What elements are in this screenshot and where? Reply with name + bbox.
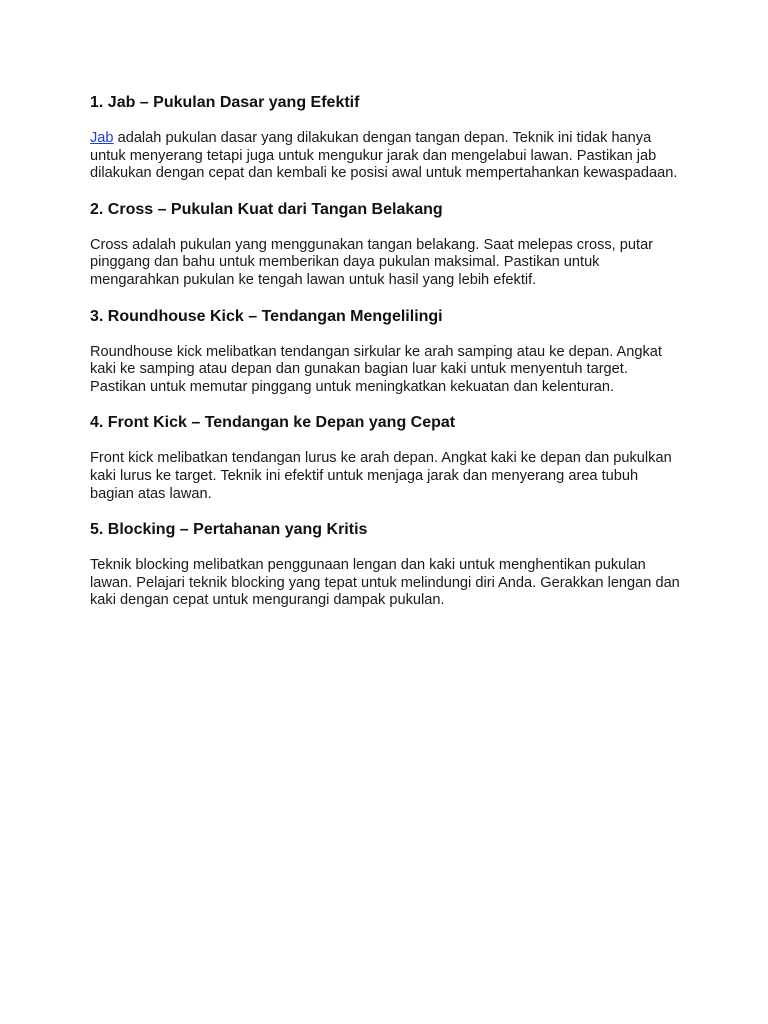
- paragraph-jab: [90, 130, 680, 183]
- paragraph-jab-text: adalah pukulan dasar yang dilakukan dengan tangan depan. Teknik ini tidak hanya untuk menyerang tetapi juga untuk mengukur jarak dan mengelabui lawan. Pastikan jab dilakukan dengan cepat dan kembali ke posisi awal untuk mempertahankan kewaspadaan.: [90, 130, 678, 182]
- heading-front-kick: 4. Front Kick – Tendangan ke Depan yang Cepat: [90, 414, 456, 432]
- paragraph-cross: Cross adalah pukulan yang menggunakan tangan belakang. Saat melepas cross, putar pinggang dan bahu untuk memberikan daya pukulan maksimal. Pastikan untuk mengarahkan pukulan ke tengah lawan untuk hasil yang lebih efektif.: [90, 236, 654, 288]
- document-page: [90, 93, 680, 627]
- section-cross: [90, 200, 680, 290]
- heading-roundhouse-kick: 3. Roundhouse Kick – Tendangan Mengelilingi: [90, 307, 443, 325]
- section-jab: [90, 93, 680, 183]
- heading-blocking: 5. Blocking – Pertahanan yang Kritis: [90, 521, 368, 539]
- paragraph-roundhouse-kick: Roundhouse kick melibatkan tendangan sirkular ke arah samping atau ke depan. Angkat kaki ke samping atau depan dan gunakan bagian luar kaki untuk menyentuh target. Pastikan untuk memutar pinggang untuk meningkatkan kekuatan dan kelenturan.: [90, 343, 662, 395]
- heading-jab: 1. Jab – Pukulan Dasar yang Efektif: [90, 94, 360, 111]
- section-roundhouse-kick: [90, 307, 680, 397]
- section-front-kick: [90, 413, 680, 503]
- jab-link[interactable]: Jab: [90, 130, 114, 146]
- heading-cross: 2. Cross – Pukulan Kuat dari Tangan Belakang: [90, 200, 443, 218]
- paragraph-front-kick: Front kick melibatkan tendangan lurus ke arah depan. Angkat kaki ke depan dan pukulkan kaki lurus ke target. Teknik ini efektif untuk menjaga jarak dan menyerang area tubuh bagian atas lawan.: [90, 450, 672, 502]
- paragraph-blocking: Teknik blocking melibatkan penggunaan lengan dan kaki untuk menghentikan pukulan lawan. Pelajari teknik blocking yang tepat untuk melindungi diri Anda. Gerakkan lengan dan kaki dengan cepat untuk mengurangi dampak pukulan.: [90, 557, 680, 609]
- section-blocking: [90, 520, 680, 610]
